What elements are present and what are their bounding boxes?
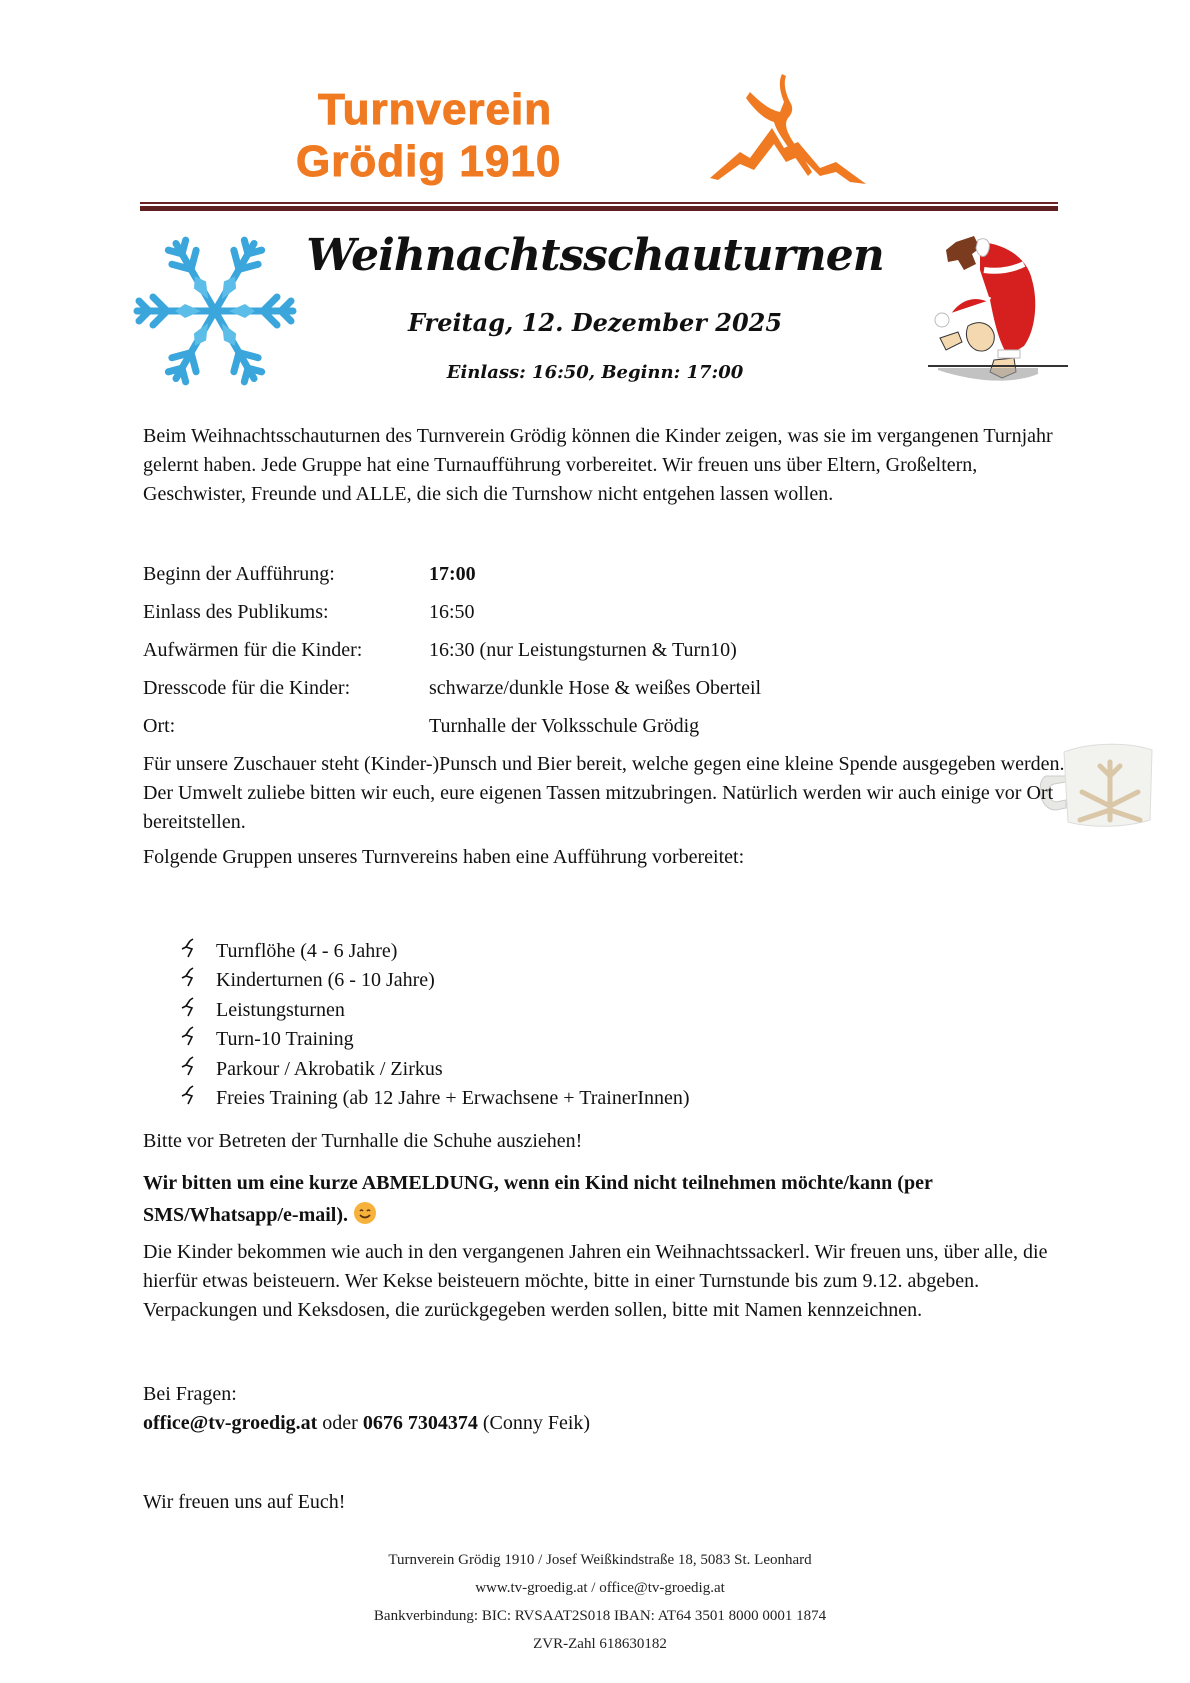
contact-label: Bei Fragen: [143,1383,237,1405]
gymnast-bullet-icon [180,1084,198,1108]
abmeldung-note [143,1167,1043,1231]
group-name: Turn-10 Training [216,1028,354,1051]
footer-bank: Bankverbindung: BIC: RVSAAT2S018 IBAN: AT64 3501 8000 0001 1874 [373,1608,827,1624]
event-times: Einlass: 16:50, Beginn: 17:00 [446,362,744,383]
group-name: Freies Training (ab 12 Jahre + Erwachsene + TrainerInnen) [216,1086,690,1109]
info-value: 16:30 (nur Leistungsturnen & Turn10) [429,639,737,661]
event-date: Freitag, 12. Dezember 2025 [407,308,783,337]
info-label: Ort: [143,715,176,737]
group-name: Parkour / Akrobatik / Zirkus [216,1057,443,1080]
gymnast-bullet-icon [180,1025,198,1049]
snowflake-icon [130,236,300,386]
sackerl-paragraph: Die Kinder bekommen wie auch in den vergangenen Jahren ein Weihnachtssackerl. Wir freuen uns, über alle, die hierfür etwas beisteuern. Wer Kekse beisteuern möchte, bitte in einer Turnstunde bis zum 9.12. abgeben. Verpackungen und Keksdosen, die zurückgegeben werden sollen, bitte mit Namen kennzeichnen. [143,1241,1048,1321]
gymnast-bullet-icon [180,1055,198,1079]
footer-zvr: ZVR-Zahl 618630182 [533,1636,667,1652]
info-label: Dresscode für die Kinder: [143,677,351,699]
info-value: schwarze/dunkle Hose & weißes Oberteil [429,677,762,699]
group-name: Turnflöhe (4 - 6 Jahre) [216,940,398,962]
contact-or: oder [317,1412,363,1434]
group-name: Kinderturnen (6 - 10 Jahre) [216,969,435,992]
abmeldung-text: Wir bitten um eine kurze ABMELDUNG, wenn ein Kind nicht teilnehmen möchte/kann (per SMS/Whatsapp/e-mail). [143,1172,933,1226]
contact-line [143,1409,1078,1438]
event-title: Weihnachtsschauturnen [306,230,884,281]
contact-phone[interactable]: 0676 7304374 [362,1412,478,1434]
contact-email-link[interactable]: office@tv-groedig.at [143,1412,318,1434]
intro-paragraph: Beim Weihnachtsschauturnen des Turnverein Grödig können die Kinder zeigen, was sie im vergangenen Turnjahr gelernt haben. Jede Gruppe hat eine Turnaufführung vorbereitet. Wir freuen uns über Eltern, Großeltern, Geschwister, Freunde und ALLE, die sich die Turnshow nicht entgehen lassen wollen. [143,425,1053,505]
shoes-note: Bitte vor Betreten der Turnhalle die Schuhe ausziehen! [143,1130,583,1152]
contact-person: (Conny Feik) [477,1412,591,1434]
info-value: 16:50 [429,601,475,623]
gymnast-bullet-icon [180,937,198,961]
footer-web[interactable]: www.tv-groedig.at / office@tv-groedig.at [475,1580,725,1596]
club-logo-text [296,84,562,188]
drinks-paragraph: Für unsere Zuschauer steht (Kinder-)Punsch und Bier bereit, welche gegen eine kleine Spende ausgegeben werden. Der Umwelt zuliebe bitten wir euch, eure eigenen Tassen mitzubringen. Natürlich werden wir auch einige vor Ort bereitstellen. [143,753,1065,833]
info-label: Beginn der Aufführung: [143,563,335,585]
header-rule-thick [140,206,1058,211]
group-name: Leistungsturnen [216,998,345,1021]
logo-line-1: Turnverein [318,85,553,134]
closing-line: Wir freuen uns auf Euch! [143,1491,346,1513]
info-label: Aufwärmen für die Kinder: [143,639,363,661]
logo-line-2: Grödig 1910 [296,137,562,186]
groups-intro: Folgende Gruppen unseres Turnvereins haben eine Aufführung vorbereitet: [143,846,745,868]
smiling-face-emoji-icon [354,1202,376,1224]
info-label: Einlass des Publikums: [143,601,329,623]
santa-handstand-icon [928,230,1068,400]
info-value: Turnhalle der Volksschule Grödig [429,715,700,737]
gymnast-bullet-icon [180,966,198,990]
gymnast-over-mountains-icon [710,72,900,200]
info-value: 17:00 [429,563,476,585]
header-rule-thin [140,202,1058,204]
footer-address: Turnverein Grödig 1910 / Josef Weißkindstraße 18, 5083 St. Leonhard [388,1552,812,1568]
gymnast-bullet-icon [180,996,198,1020]
